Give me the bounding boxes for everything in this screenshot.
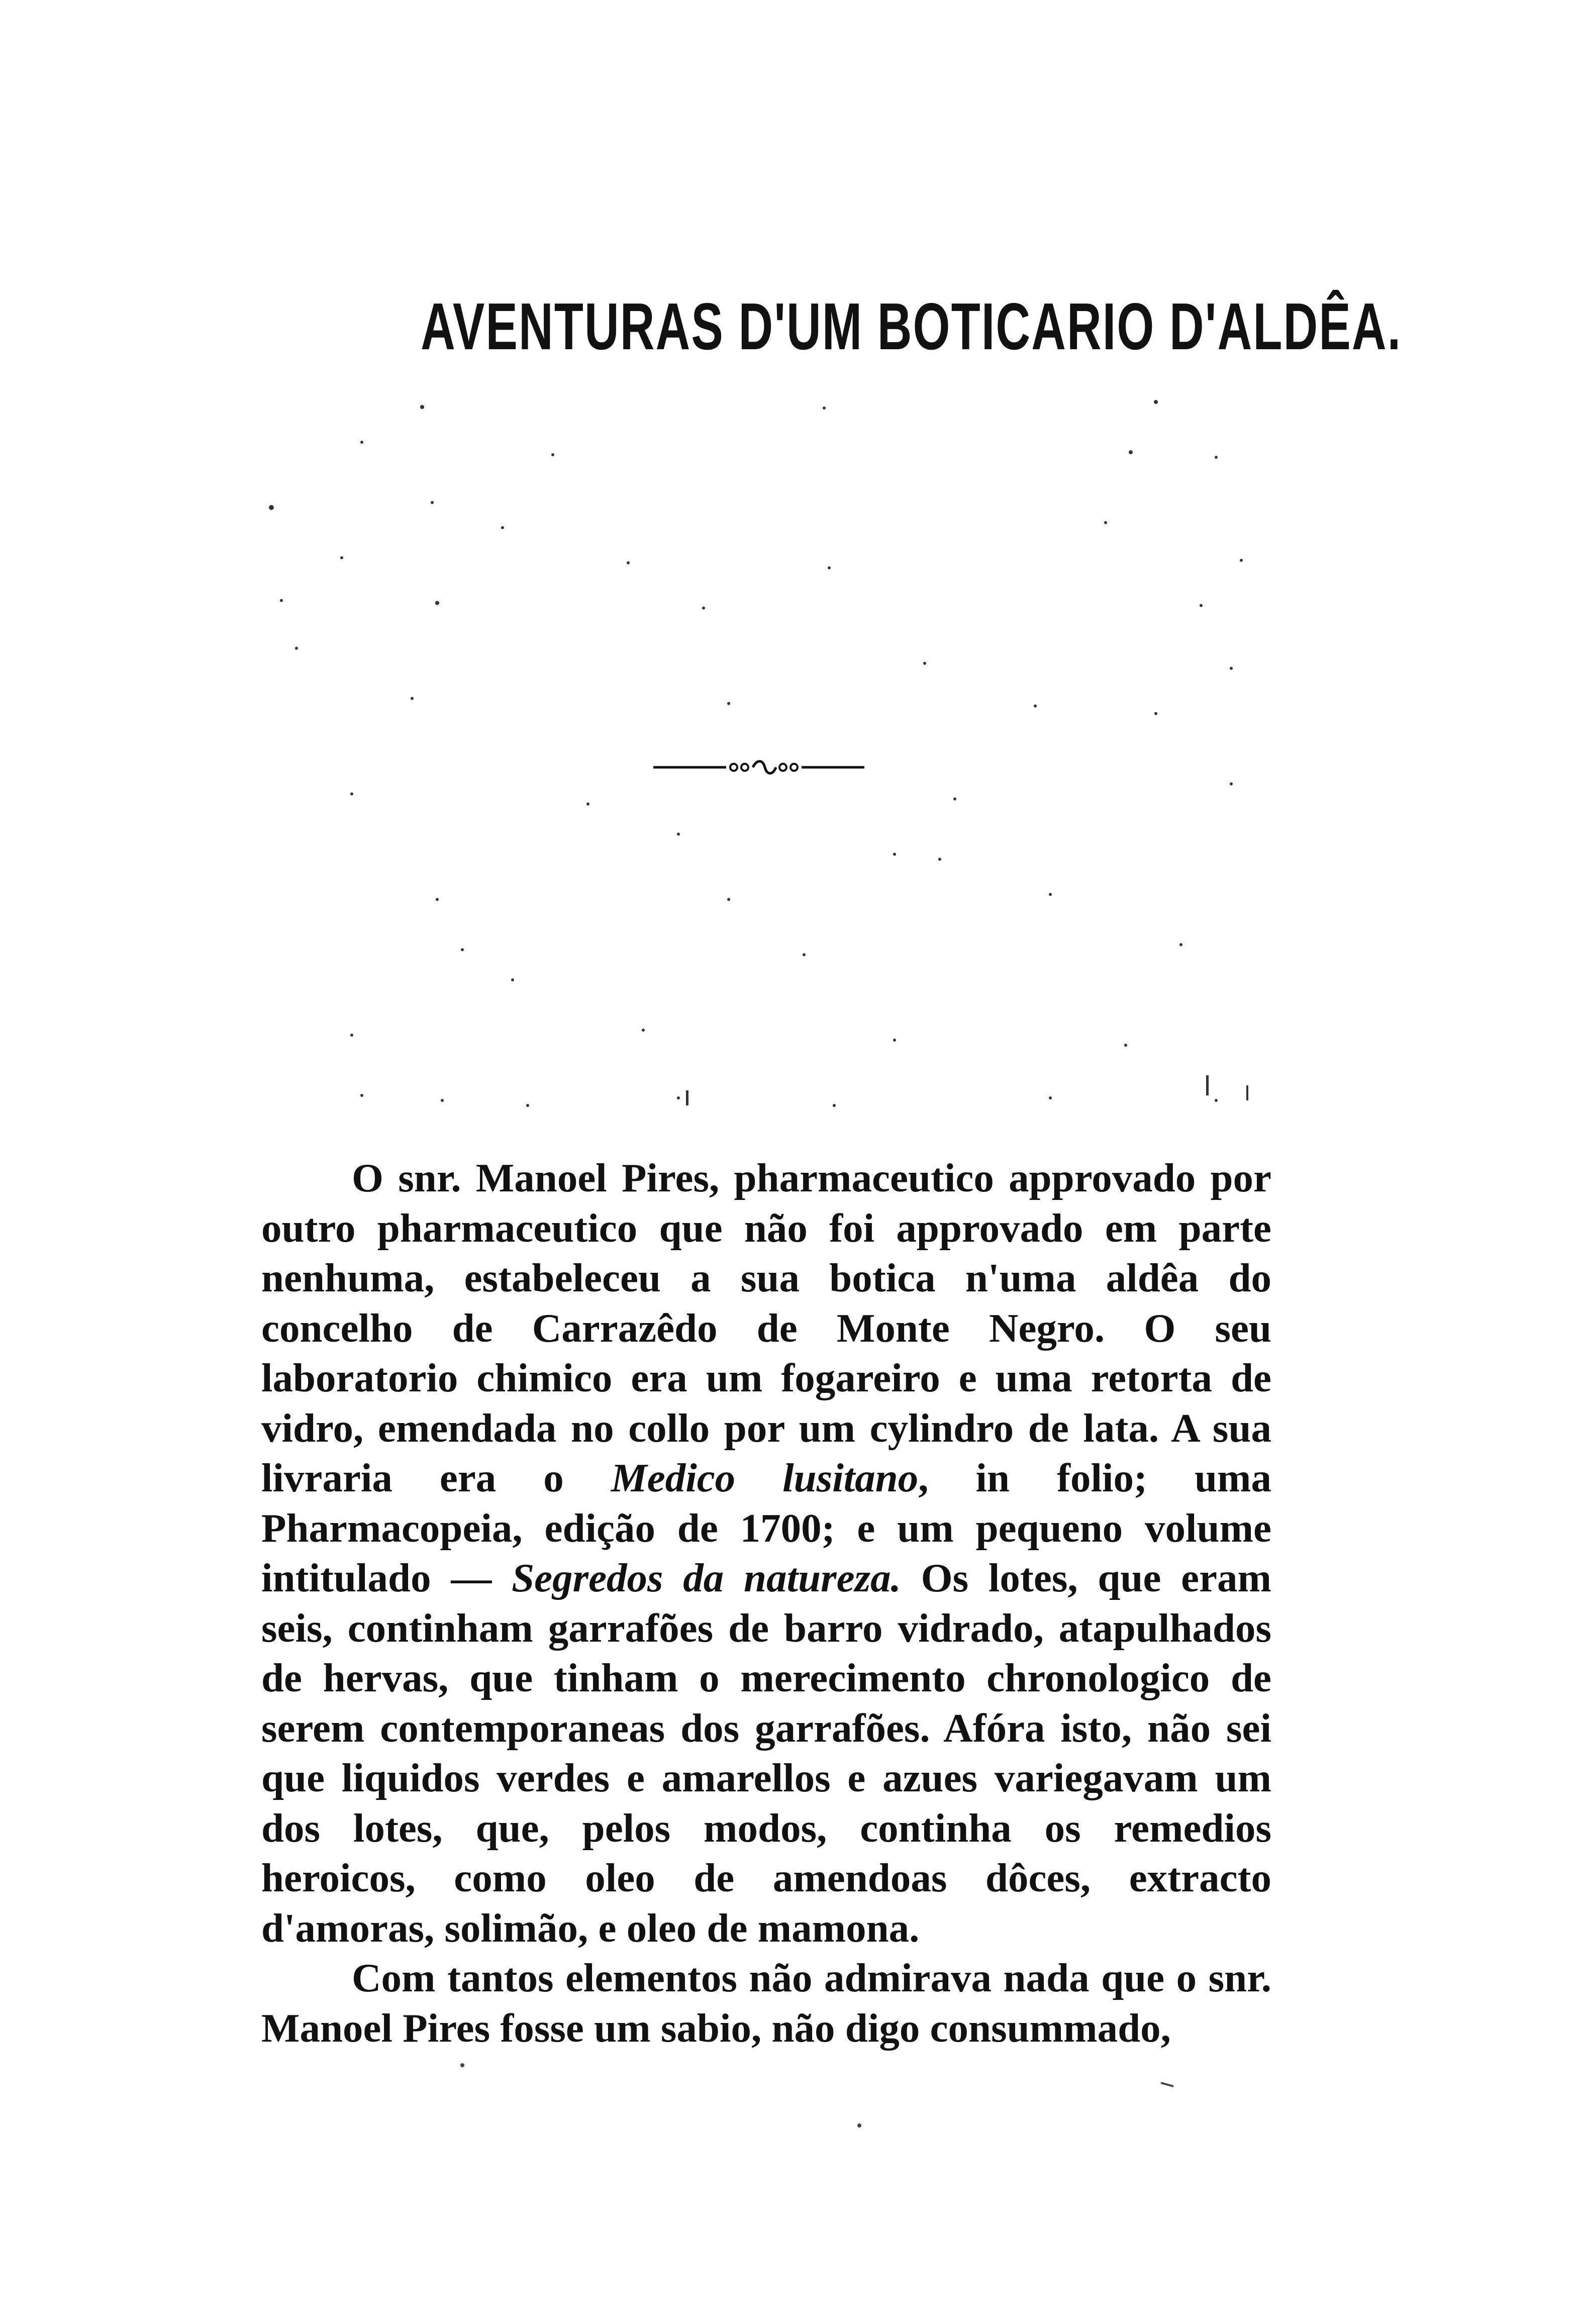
paragraph-1-text-a: O snr. Manoel Pires, pharmaceutico approvado por outro pharmaceutico que não foi approvado em parte nenhuma, estabeleceu a sua botica n'uma aldêa do concelho de Carrazêdo de Monte Negro. O seu laboratorio chimico era um fogareiro e uma retorta de vidro, emendada no collo por um cylindro de lata. A sua livraria era o — [261, 1155, 1271, 1500]
book-title-segredos: Segredos da natureza. — [512, 1555, 901, 1600]
paragraph-1-text-c: Os lotes, que eram seis, continham garrafões de barro vidrado, atapulhados de hervas, que tinham o merecimento chronologico de serem contemporaneas dos garrafões. Afóra isto, não sei que liquidos verdes e amarellos e azues variegavam um dos lotes, que, pelos modos, continha os remedios heroicos, como oleo de amendoas dôces, extracto d'amoras, solimão, e oleo de mamona. — [261, 1555, 1272, 1951]
chapter-title: AVENTURAS D'UM BOTICARIO D'ALDÊA. — [421, 289, 1402, 363]
paragraph-1 — [261, 1153, 1271, 1953]
body-text — [261, 1153, 1271, 2053]
paragraph-1-text-b: , in folio; uma Pharmacopeia, edição de 1700; e um pequeno volume intitulado — — [261, 1455, 1272, 1600]
paragraph-2: Com tantos elementos não admirava nada que o snr. Manoel Pires fosse um sabio, não digo consummado, — [261, 1955, 1271, 2051]
ornamental-divider — [653, 756, 864, 776]
scan-marks-bottom — [0, 2060, 1583, 2261]
book-title-medico-lusitano: Medico lusitano — [611, 1455, 919, 1500]
